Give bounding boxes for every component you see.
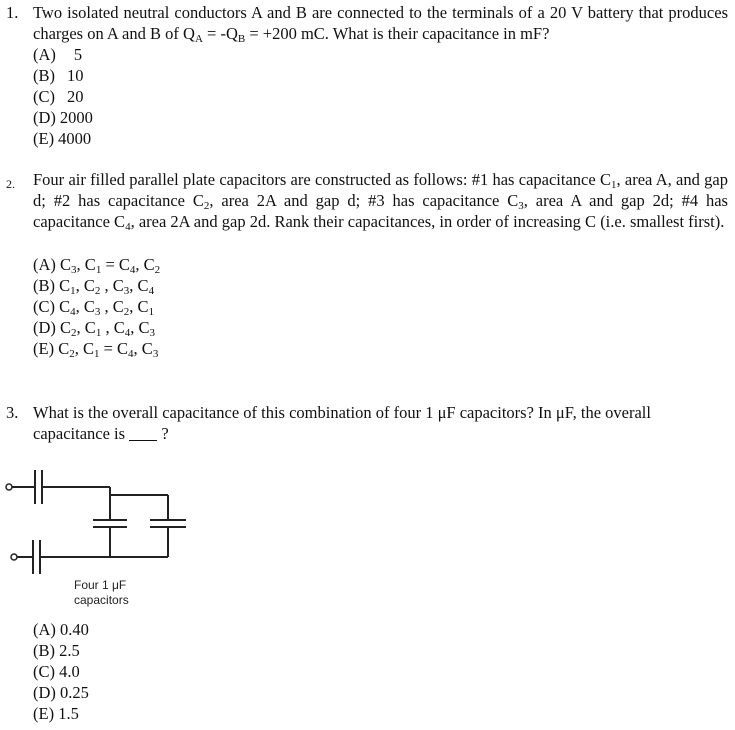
choice-a[interactable]: (A) $C_3$, $C_1 = C_4$, $C_2$ [33,255,161,276]
choice-e[interactable]: (E) $C_2$, $C_1 = C_4$, $C_3$ [33,339,159,360]
question-text: Four air filled parallel plate capacitors are constructed as follows: #1 has capacitance $C_1$, area A, and gap d; #2 has capacitance $C_2$, area 2A and gap d; #3 has capacitance $C_3$, area A and gap 2d; #4 has capacitance $C_4$, area 2A and gap 2d. Rank their capacitances, in order of increasing C (i.e. smallest first). [33,170,728,233]
capacitor-circuit-figure [0,460,200,615]
answer-blank [129,426,157,441]
choice-e[interactable]: (E) 1.5 [33,704,79,723]
question-text: Two isolated neutral conductors A and B are connected to the terminals of a 20 V battery that produces charges on A and B of $Q_A = -Q_B = +200$ mC. What is their capacitance in mF? [33,3,728,45]
choice-d[interactable]: (D) 0.25 [33,683,89,702]
choice-d[interactable]: (D) 2000 [33,108,93,127]
choice-d[interactable]: (D) $C_2$, $C_1$ , $C_4$, $C_3$ [33,318,155,339]
choice-c[interactable]: (C) 4.0 [33,662,80,681]
choice-a[interactable]: (A) 0.40 [33,620,89,639]
choice-list [33,254,160,359]
terminal-top [6,484,12,490]
choice-a[interactable]: (A) 5 [33,45,83,64]
choice-b[interactable]: (B) 10 [33,66,84,85]
choice-list [33,619,89,724]
choice-b[interactable]: (B) $C_1$, $C_2$ , $C_3$, $C_4$ [33,276,155,297]
question-number: 2. [6,177,15,191]
question-number: 1. [6,3,19,22]
terminal-bottom [11,554,17,560]
choice-e[interactable]: (E) 4000 [33,129,92,148]
figure-label: Four 1 μF capacitors [74,578,129,607]
question-number: 3. [6,403,19,422]
choice-b[interactable]: (B) 2.5 [33,641,80,660]
question-text: What is the overall capacitance of this combination of four 1 μF capacitors? In μF, the overall capacitance is ? [33,403,651,443]
choice-c[interactable]: (C) $C_4$, $C_3$ , $C_2$, $C_1$ [33,297,155,318]
choice-c[interactable]: (C) 20 [33,87,84,106]
choice-list [33,44,93,149]
